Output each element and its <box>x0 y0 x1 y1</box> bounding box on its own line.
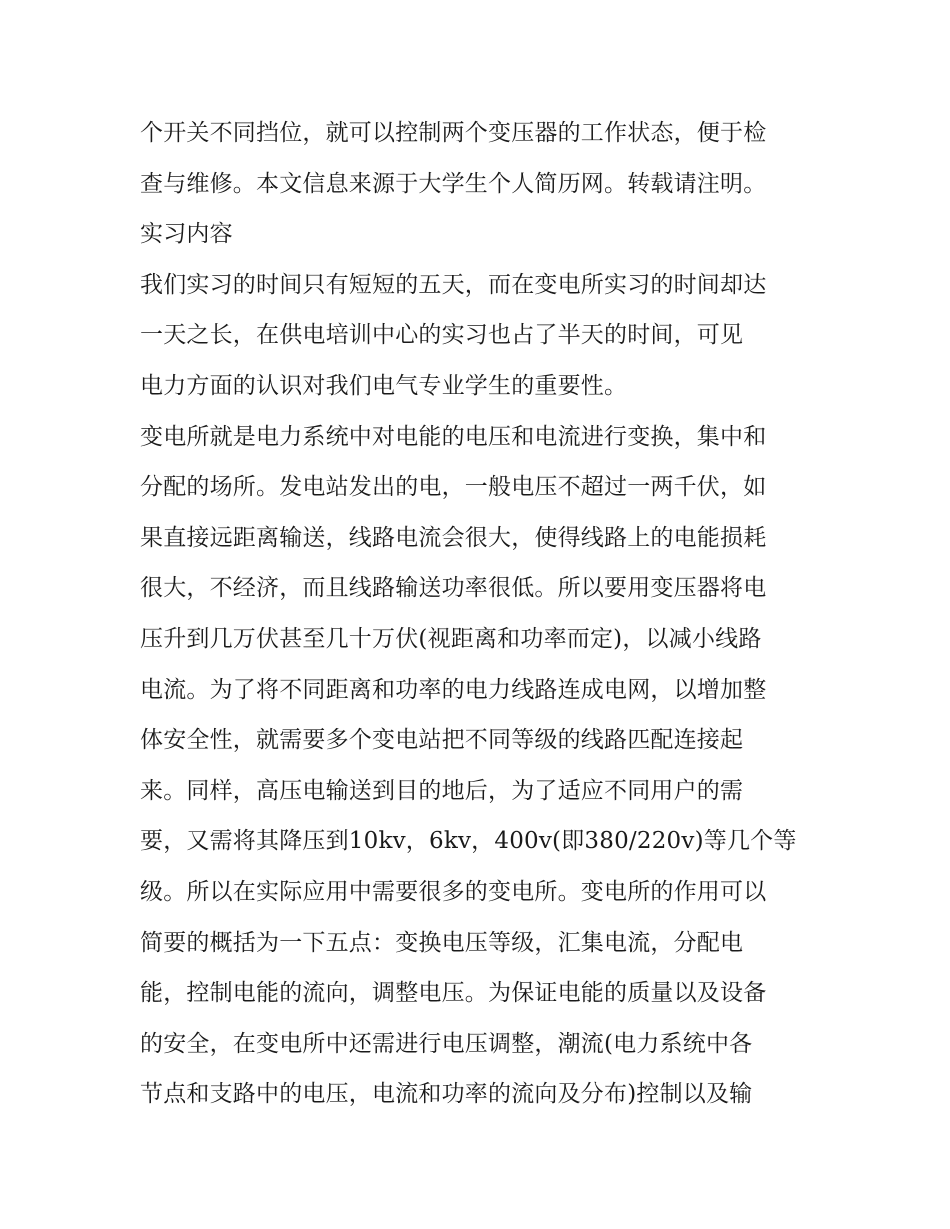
text-line: 节点和支路中的电压，电流和功率的流向及分布)控制以及输 <box>140 1081 753 1108</box>
text-line: 级。所以在实际应用中需要很多的变电所。变电所的作用可以 <box>140 878 767 905</box>
text-line: 分配的场所。发电站发出的电，一般电压不超过一两千伏，如 <box>140 474 767 501</box>
text-line: 很大，不经济，而且线路输送功率很低。所以要用变压器将电 <box>140 575 767 602</box>
text-line: 一天之长，在供电培训中心的实习也占了半天的时间，可见 <box>140 322 744 349</box>
text-line: 体安全性，就需要多个变电站把不同等级的线路匹配连接起 <box>140 727 744 754</box>
text-line: 要，又需将其降压到10kv，6kv，400v(即380/220v)等几个等 <box>140 828 797 855</box>
body-text <box>140 108 820 1120</box>
text-line: 能，控制电能的流向，调整电压。为保证电能的质量以及设备 <box>140 980 767 1007</box>
text-line: 变电所就是电力系统中对电能的电压和电流进行变换，集中和 <box>140 423 767 450</box>
text-line: 电流。为了将不同距离和功率的电力线路连成电网，以增加整 <box>140 676 767 703</box>
section-heading: 实习内容 <box>140 221 233 248</box>
text-line: 压升到几万伏甚至几十万伏(视距离和功率而定)，以减小线路 <box>140 625 762 652</box>
text-line: 果直接远距离输送，线路电流会很大，使得线路上的电能损耗 <box>140 524 767 551</box>
text-line: 个开关不同挡位，就可以控制两个变压器的工作状态，便于检 <box>140 120 767 146</box>
text-line: 简要的概括为一下五点：变换电压等级，汇集电流，分配电 <box>140 929 744 956</box>
text-line: 电力方面的认识对我们电气专业学生的重要性。 <box>140 372 628 399</box>
text-line: 查与维修。本文信息来源于大学生个人简历网。转载请注明。 <box>140 170 767 197</box>
text-line: 的安全，在变电所中还需进行电压调整，潮流(电力系统中各 <box>140 1030 753 1057</box>
text-line: 来。同样，高压电输送到目的地后，为了适应不同用户的需 <box>140 777 744 804</box>
text-line: 我们实习的时间只有短短的五天，而在变电所实习的时间却达 <box>140 271 767 298</box>
